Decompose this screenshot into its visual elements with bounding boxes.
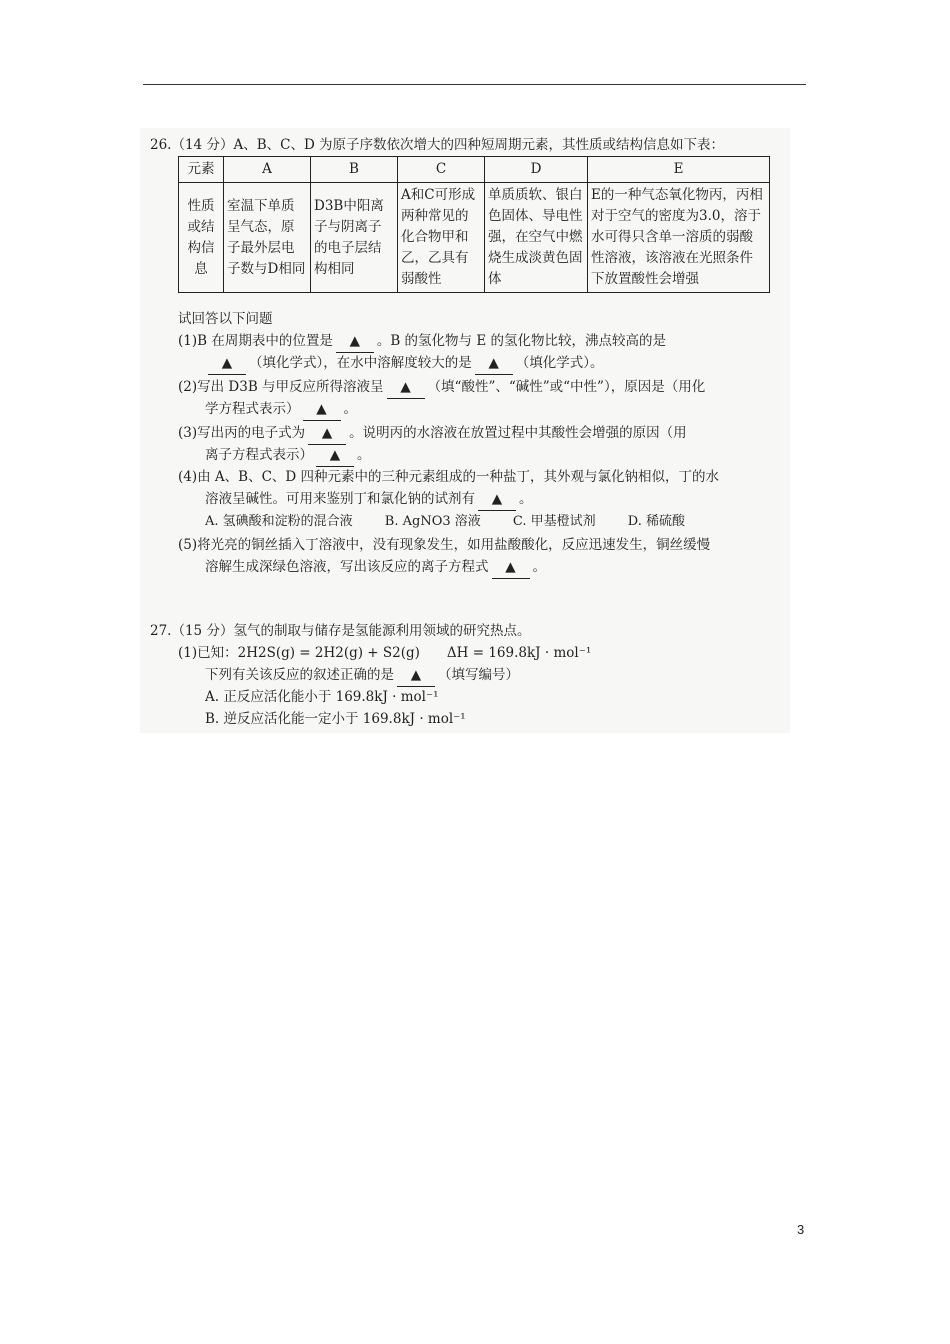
answer-blank: ▲ [303,398,341,421]
q27-option-b: B. 逆反应活化能一定小于 169.8kJ · mol⁻¹ [205,711,466,727]
answer-blank: ▲ [208,352,246,375]
text: （填“酸性”、“碱性”或“中性”），原因是（用化 [427,379,706,395]
table-cell-b: D3B中阳离子与阴离子的电子层结构相同 [311,183,398,293]
text: 。 [519,491,533,507]
answer-blank: ▲ [316,444,354,467]
q26-part5-line2 [205,556,546,579]
text: 下列有关该反应的叙述正确的是 [205,667,394,683]
q26-part2-line1 [178,376,705,399]
row-label: 性质或结构信息 [179,183,224,293]
header-rule [143,84,806,85]
text: （填化学式），在水中溶解度较大的是 [249,355,472,371]
answer-blank: ▲ [308,422,346,445]
table-row [179,183,770,293]
q26-part1-line1 [178,330,666,353]
text: （填化学式）。 [515,355,604,371]
answer-blank: ▲ [387,376,425,399]
text: 。B 的氢化物与 E 的氢化物比较，沸点较高的是 [376,333,666,349]
q26-part3-line1 [178,422,687,445]
q26-part4-line1: (4)由 A、B、C、D 四种元素中的三种元素组成的一种盐丁，其外观与氯化钠相似，丁的水 [178,469,720,485]
text: (2)写出 D3B 与甲反应所得溶液呈 [178,379,384,395]
answer-prompt: 试回答以下问题 [178,311,273,327]
page-number: 3 [797,1222,805,1237]
table-cell-a: 室温下单质呈气态，原子最外层电子数与D相同 [224,183,311,293]
q27-option-a: A. 正反应活化能小于 169.8kJ · mol⁻¹ [205,689,439,705]
q27-part1-question [205,664,519,687]
text: 。说明丙的水溶液在放置过程中其酸性会增强的原因（用 [349,425,687,441]
table-cell-e: E的一种气态氧化物丙，丙相对于空气的密度为3.0，溶于水可得只含单一溶质的弱酸性溶液，该溶液在光照条件下放置酸性会增强 [588,183,770,293]
answer-blank: ▲ [492,556,530,579]
table-header-cell: A [224,157,311,183]
text: 。 [357,447,371,463]
text: 学方程式表示） [205,401,300,417]
answer-blank: ▲ [336,330,374,353]
table-header-cell: B [311,157,398,183]
text: (1)B 在周期表中的位置是 [178,333,333,349]
option-d: D. 稀硫酸 [627,514,686,529]
answer-blank: ▲ [478,488,516,511]
table-header-cell: D [485,157,588,183]
q26-part5-line1: (5)将光亮的铜丝插入丁溶液中，没有现象发生，如用盐酸酸化，反应迅速发生，铜丝缓慢 [178,537,711,553]
q27-intro: 27.（15 分）氢气的制取与储存是氢能源利用领域的研究热点。 [150,623,531,639]
option-a: A. 氢碘酸和淀粉的混合液 [205,514,353,529]
q26-intro: 26.（14 分）A、B、C、D 为原子序数依次增大的四种短周期元素，其性质或结构信息如下表： [150,137,725,153]
text: 。 [343,401,357,417]
option-c: C. 甲基橙试剂 [512,514,596,529]
table-header-cell: 元素 [179,157,224,183]
q27-part1-equation: (1)已知：2H2S(g) = 2H2(g) + S2(g) ΔH = 169.8kJ · mol⁻¹ [178,645,592,661]
answer-blank: ▲ [475,352,513,375]
text: 溶解生成深绿色溶液，写出该反应的离子方程式 [205,559,489,575]
element-info-table [178,156,770,293]
option-b: B. AgNO3 溶液 [384,514,481,529]
q26-part1-line2 [205,352,604,375]
text: 离子方程式表示） [205,447,313,463]
q26-part4-line2 [205,488,533,511]
table-header-row [179,157,770,183]
q26-part4-options [205,510,713,529]
text: (3)写出丙的电子式为 [178,425,306,441]
text: 。 [532,559,546,575]
text: （填写编号） [438,667,519,683]
table-header-cell: E [588,157,770,183]
q26-part2-line2 [205,398,357,421]
table-cell-c: A和C可形成两种常见的化合物甲和乙，乙具有弱酸性 [398,183,485,293]
answer-blank: ▲ [397,664,435,687]
table-cell-d: 单质质软、银白色固体、导电性强，在空气中燃烧生成淡黄色固体 [485,183,588,293]
table-header-cell: C [398,157,485,183]
q26-part3-line2 [205,444,371,467]
text: 溶液呈碱性。可用来鉴别丁和氯化钠的试剂有 [205,491,475,507]
